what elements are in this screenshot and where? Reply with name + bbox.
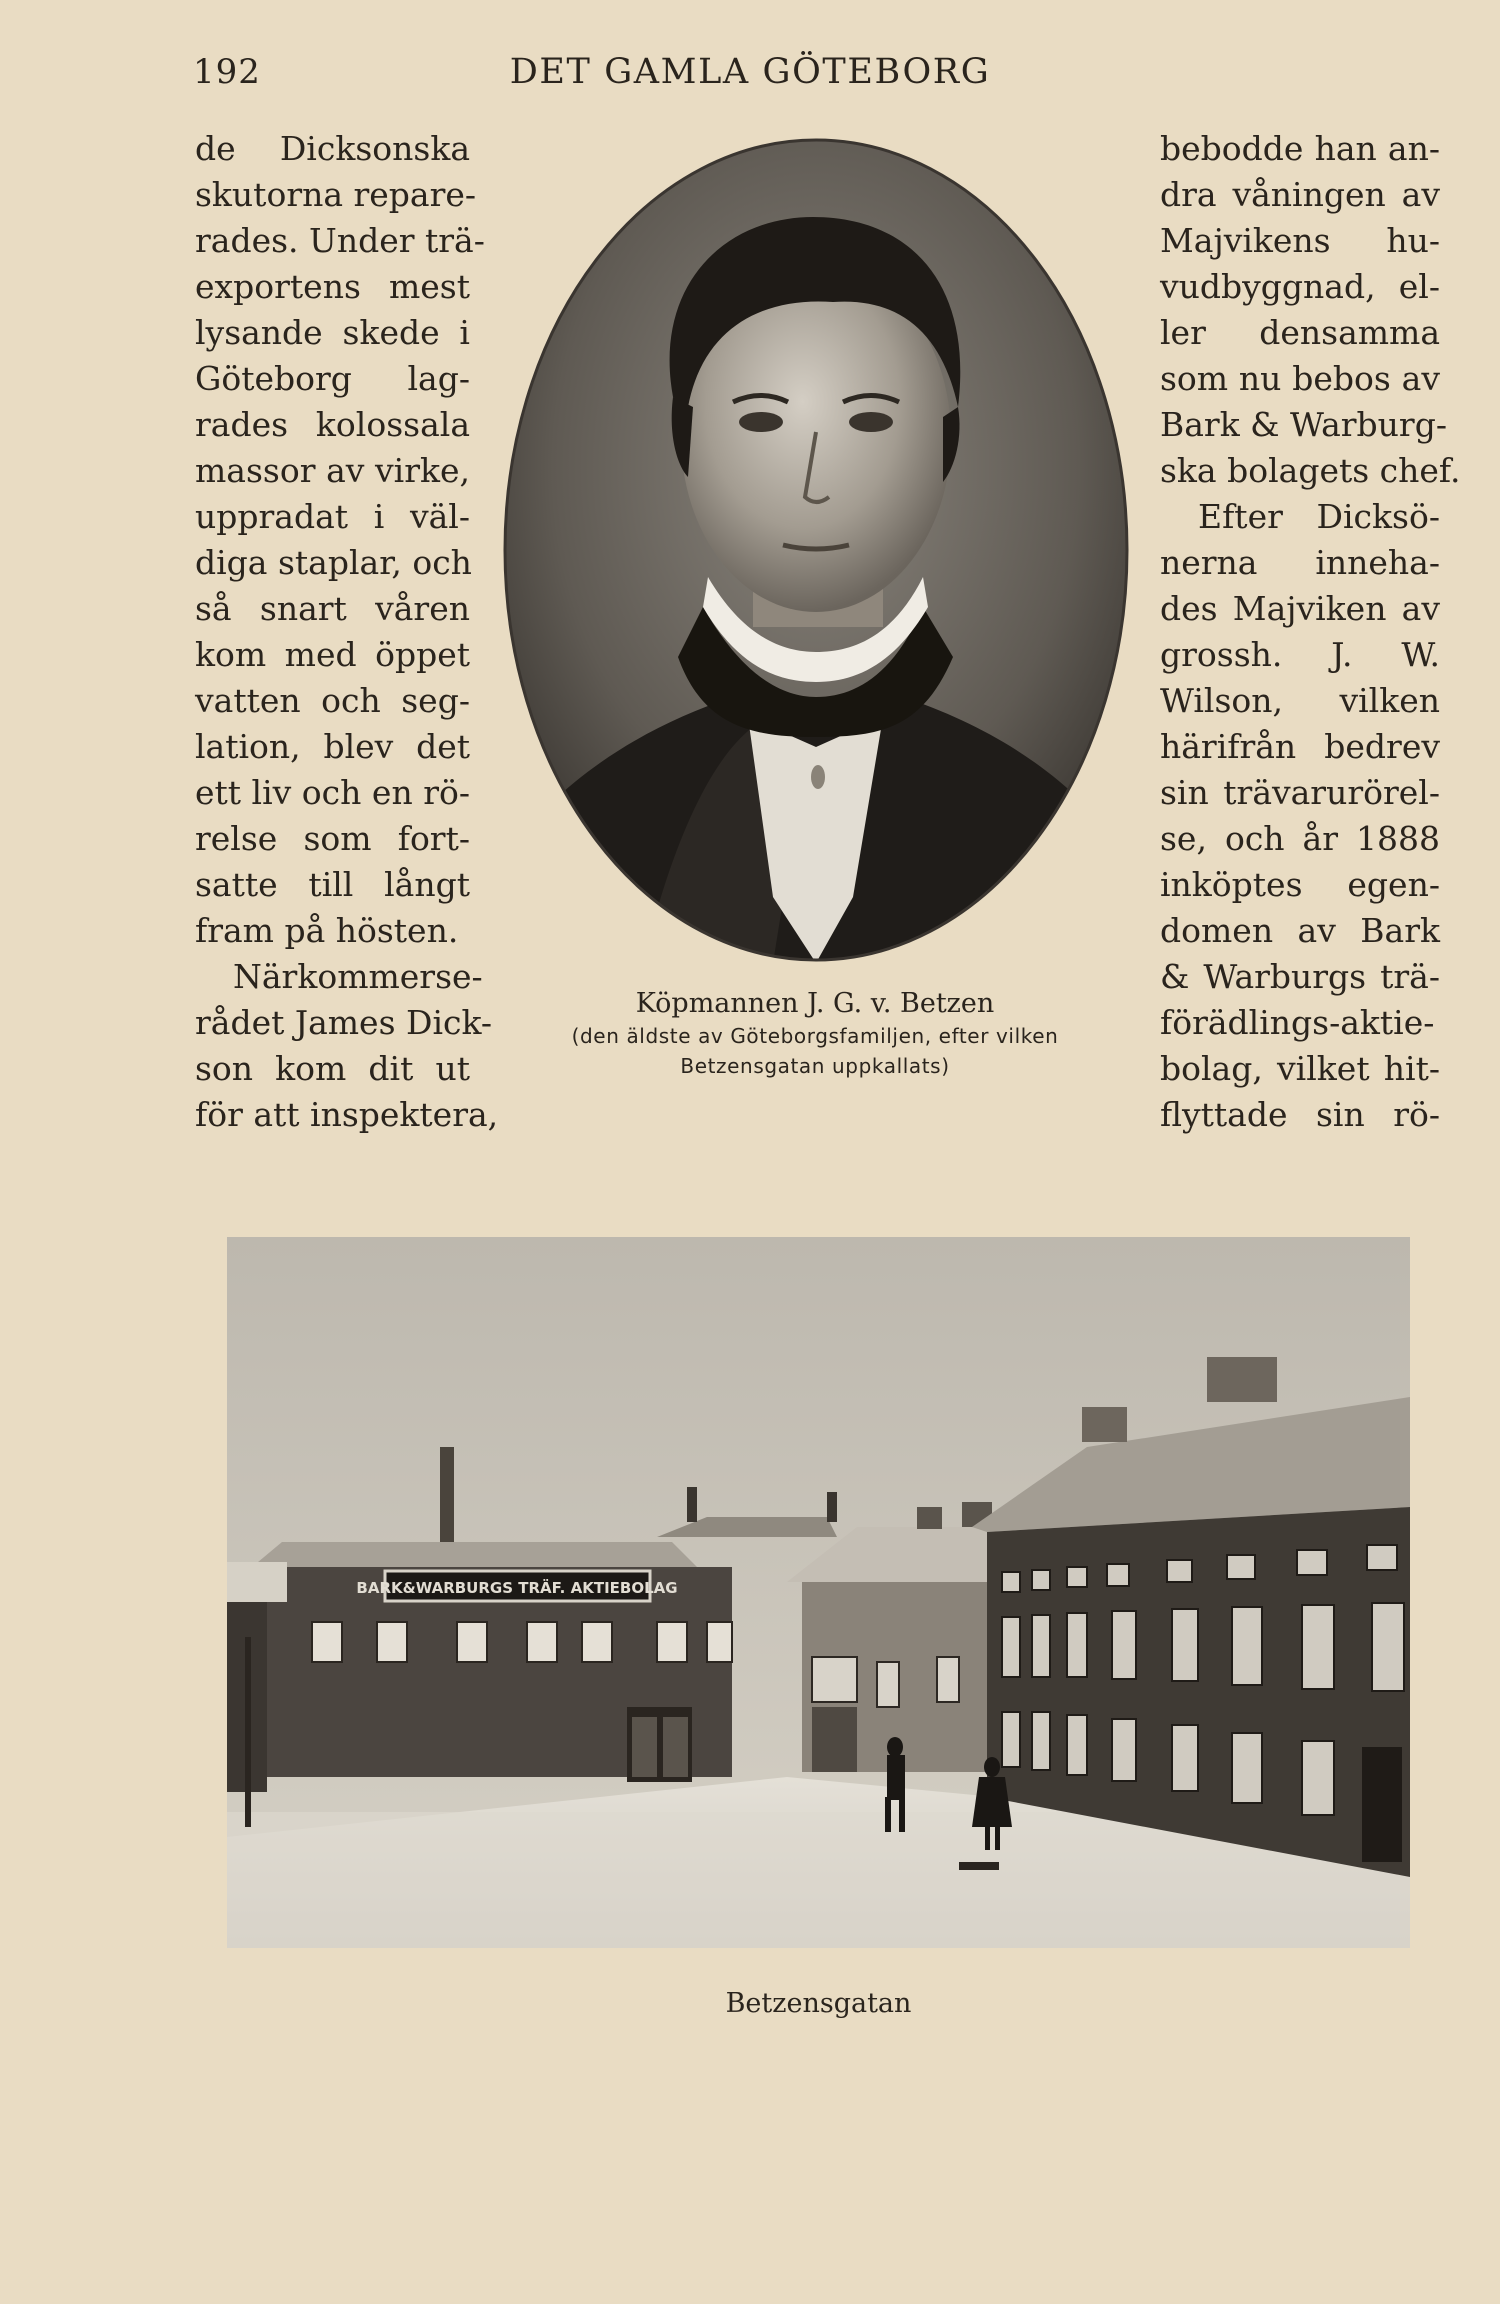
right-column-line: se, och år 1888 [1160, 819, 1440, 858]
right-column-line: vudbyggnad, el- [1160, 267, 1440, 306]
portrait-caption-note-2: Betzensgatan uppkallats) [680, 1054, 950, 1078]
left-column-line: rådet James Dick- [195, 1003, 493, 1042]
right-column-line: härifrån bedrev [1160, 727, 1440, 766]
right-column-line: inköptes egen- [1160, 865, 1440, 904]
left-column-line: son kom dit ut [195, 1049, 470, 1088]
portrait-caption [540, 987, 1090, 1081]
left-column-line: satte till långt [195, 865, 470, 904]
right-column-line: ska bolagets chef. [1160, 451, 1461, 490]
left-column-line: rades kolossala [195, 405, 470, 444]
right-column-line: bebodde han an- [1160, 129, 1440, 168]
left-column-line: diga staplar, och [195, 543, 472, 582]
right-column-line: flyttade sin rö- [1160, 1095, 1440, 1134]
right-column-line: domen av Bark [1160, 911, 1440, 950]
right-column-line: sin trävarurörel- [1160, 773, 1440, 812]
right-column-line: Wilson, vilken [1160, 681, 1440, 720]
left-column-line: kom med öppet [195, 635, 470, 674]
portrait-image [503, 137, 1129, 963]
right-column-line: bolag, vilket hit- [1160, 1049, 1440, 1088]
right-column-line: grossh. J. W. [1160, 635, 1440, 674]
warehouse-sign-text: BARK&WARBURGS TRÄF. AKTIEBOLAG [356, 1579, 678, 1597]
left-column-line: exportens mest [195, 267, 470, 306]
photo-caption: Betzensgatan [725, 1988, 912, 2019]
right-column-line: Efter Dicksö- [1198, 497, 1440, 536]
right-column-line: des Majviken av [1160, 589, 1440, 628]
right-column-line: förädlings-aktie- [1160, 1003, 1435, 1042]
left-column-line: ett liv och en rö- [195, 773, 470, 812]
left-column-line: för att inspektera, [195, 1095, 499, 1134]
left-column-line: vatten och seg- [195, 681, 470, 720]
left-column-line: lysande skede i [195, 313, 470, 352]
left-column-line: Göteborg lag- [195, 359, 470, 398]
right-column-line: Majvikens hu- [1160, 221, 1440, 260]
right-column-line: nerna inneha- [1160, 543, 1440, 582]
left-column-line: de Dicksonska [195, 129, 470, 168]
left-column-line: relse som fort- [195, 819, 470, 858]
left-column-line: rades. Under trä- [195, 221, 485, 260]
right-text-column [1160, 126, 1461, 1138]
left-column-line: skutorna repare- [195, 175, 477, 214]
left-column-line: massor av virke, [195, 451, 470, 490]
left-column-line: uppradat i väl- [195, 497, 470, 536]
running-title: DET GAMLA GÖTEBORG [509, 52, 991, 92]
right-column-line: & Warburgs trä- [1160, 957, 1440, 996]
left-column-line: Närkommerse- [233, 957, 483, 996]
left-text-column [195, 126, 499, 1138]
right-column-line: som nu bebos av [1160, 359, 1440, 398]
page-number: 192 [193, 52, 261, 92]
left-column-line: fram på hösten. [195, 911, 459, 950]
right-column-line: Bark & Warburg- [1160, 405, 1447, 444]
right-column-line: dra våningen av [1160, 175, 1440, 214]
left-column-line: så snart våren [195, 589, 470, 628]
portrait-caption-title: Köpmannen J. G. v. Betzen [635, 988, 995, 1019]
street-photo [227, 1237, 1410, 1948]
portrait-caption-note-1: (den äldste av Göteborgsfamiljen, efter vilken [571, 1024, 1059, 1048]
right-column-line: ler densamma [1160, 313, 1440, 352]
left-column-line: lation, blev det [195, 727, 470, 766]
